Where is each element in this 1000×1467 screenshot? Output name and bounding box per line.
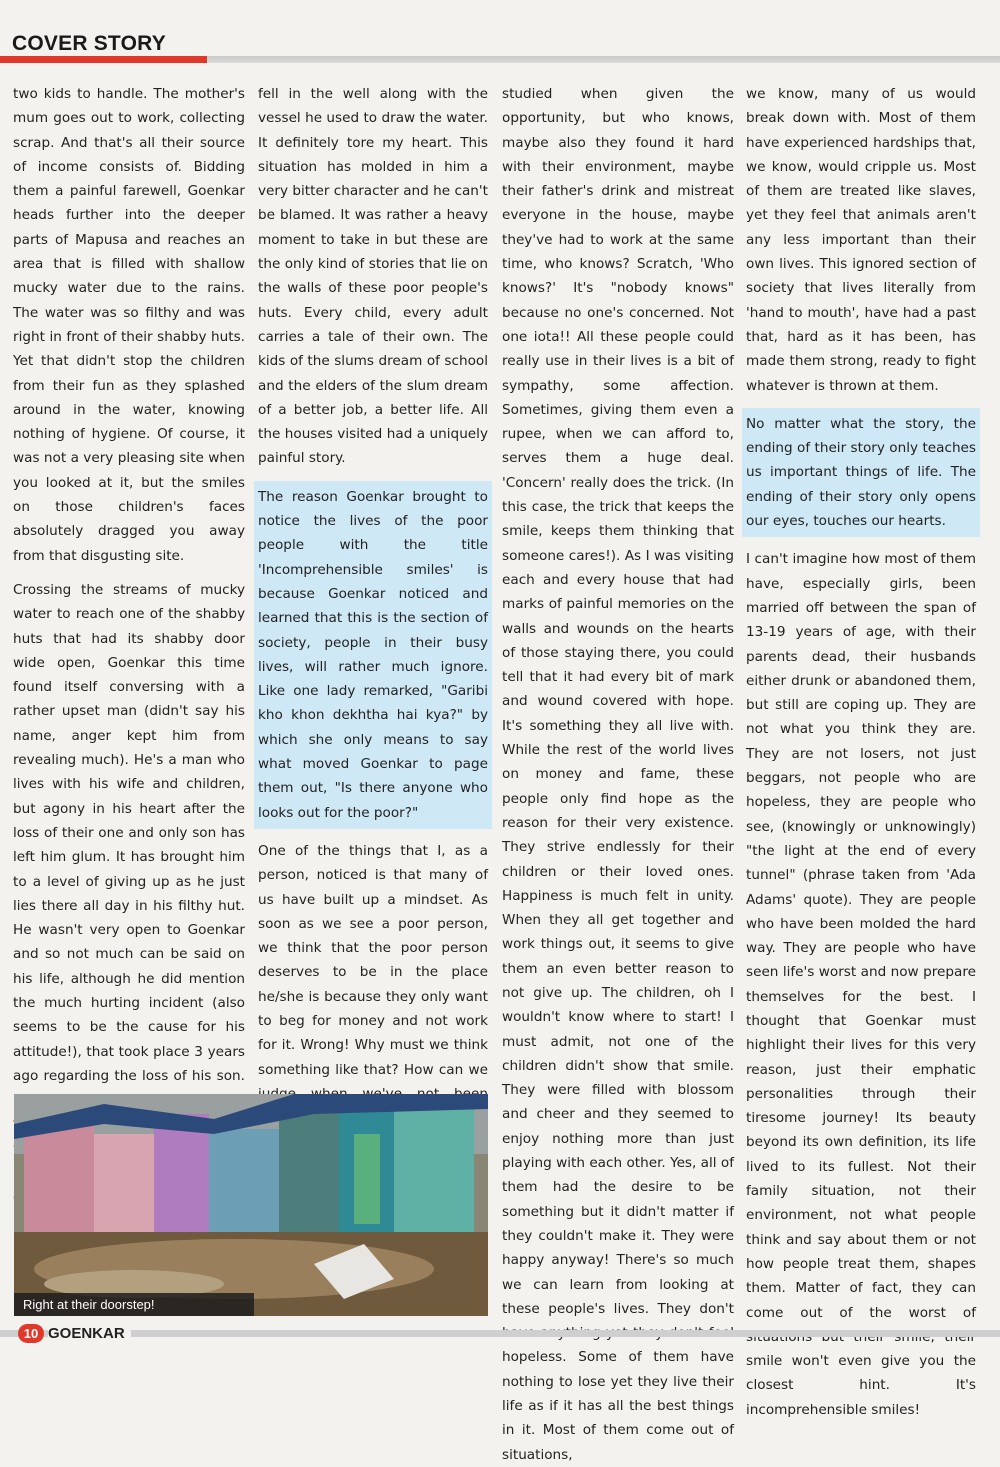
- article-column-2: [258, 82, 488, 1228]
- header-accent-rule: [0, 56, 207, 63]
- footer-rule: [0, 1330, 1000, 1337]
- slum-photo: [14, 1094, 488, 1316]
- paragraph: fell in the well along with the vessel he used to draw the water. It definitely tore my heart. This situation has molded in him a very bitter character and he can't be blamed. It was rather a heavy moment to take in but these are the only kind of stories that lie on the walls of these poor people's huts. Every child, every adult carries a tale of their own. The kids of the slums dream of school and the elders of the slum dream of a better job, a better life. All the houses visited had a uniquely painful story.: [258, 86, 488, 467]
- pull-quote-box: No matter what the story, the ending of their story only teaches us important things of life. The ending of their story only opens our eyes, touches our hearts.: [742, 408, 980, 537]
- article-column-1: [13, 82, 245, 1210]
- publication-name: GOENKAR: [48, 1324, 131, 1343]
- header-rule: [207, 56, 1000, 63]
- page-number-badge: 10: [18, 1324, 44, 1343]
- article-column-4: [746, 82, 976, 1422]
- paragraph: One of the things that I, as a person, noticed is that many of us have built up a mindset. As soon as we see a poor person, we think that the poor person deserves to be in the place he/she is because they only want to beg for money and not work for it. Wrong! Why must we think something like that? How can we: [258, 842, 488, 1078]
- paragraph: Crossing the streams of mucky water to reach one of the shabby huts that had its shabby door wide open, Goenkar this time found itself conversing with a rather upset man (didn't say his name, anger kept him from revealing much). He's a man who lives with his wife and children, but agony in his heart after the loss of their one and only son has left him glum. It has brought him to a level of giving up as he just lies there all day in his filthy hut. He wasn't very open to Goenkar and so not much can be said on his life, although he did mention the much hurting incident (also seems to be the cause for his attitude!), that took place 3 years ago regarding the loss of his son.: [13, 581, 245, 1084]
- page-header: [0, 0, 1000, 80]
- page-footer: [0, 1320, 1000, 1350]
- paragraph: studied when given the opportunity, but who knows, maybe also they found it hard with their environment, maybe their father's drink and mistreat everyone in the house, maybe they've had to work at the same time, who knows? Scratch, 'Who knows?' It's "nobody knows" because no one's concerned. Not one iota!! All these people could really use in their lives is a bit of sympathy, some affection. Sometimes, giving them even a rupee, when we can afford to, serves them a huge deal. 'Concern' really does the trick. (In this case, the trick that keeps the smile, keeps them thinking that someone cares!). As I was visiting each and every house that had marks of painful memories on the walls and wounds on the hearts of those staying there, you could tell that it had every bit of mark and wound covered with hope. It's something they all live with. While the rest of the world lives on money and fame, these people only find hope as the reason for their very existence. They strive endlessly for their children or their loved ones. Happiness is much felt in unity. When they all get together and work things out, it seems to give them an even better reason to not give up. The children, oh I wouldn't know where to start! I must admit, not one of the children didn't show that smile. They were filled with blossom and cheer and they seemed to enjoy nothing more than just playing with each other. Yes, all of them had the desire to be something but it didn't matter if they couldn't make it. They were happy anyway! There's so much we can learn from looking at these people's lives. They don't hopeless. Some of them have nothing to lose yet they live their life as if it has all the best things in it. Most of them come out of situations,: [502, 86, 734, 1463]
- paragraph: I can't imagine how most of them have, especially girls, been married off between the span of 13-19 years of age, with their parents dead, their husbands either drunk or abandoned them, but still are coping up. They are not what you think they are. They are not losers, not just beggars, not people who are hopeless, they are people who see, (knowingly or unknowingly) "the light at the end of every tunnel" (phrase taken from 'Ada Adams' quote). They are people who have been molded the hard way. They are people who have seen life's worst and now prepare themselves for the best. I thought that Goenkar must highlight their lives for this very reason, just their emphatic personalities through their tiresome journey! Its beauty beyond its own definition, its life lived to its fullest. Not their family situation, not their environment, not what people think and say about them or not how people treat them, shapes them. Matter of fact, they can come out of the worst of smile won't even give you the closest hint. It's incomprehensible smiles!: [746, 551, 976, 1418]
- photo-caption: Right at their doorstep!: [14, 1293, 254, 1316]
- section-title: COVER STORY: [12, 32, 166, 55]
- article-column-3: [502, 82, 734, 1467]
- paragraph: we know, many of us would break down with. Most of them have experienced hardships that, we know, would cripple us. Most of them are treated like slaves, yet they feel that animals aren't any less important than their own lives. This ignored section of society that lives literally from 'hand to mouth', have had a past that, hard as it has been, has made them strong, ready to fight whatever is thrown at them.: [746, 86, 976, 394]
- paragraph: two kids to handle. The mother's mum goes out to work, collecting scrap. And that's all their source of income consists of. Bidding them a painful farewell, Goenkar heads further into the deeper parts of Mapusa and reaches an area that is filled with shallow mucky water due to the rains. The water was so filthy and was right in front of their shabby huts. Yet that didn't stop the children from their fun as they splashed around in the water, knowing nothing of hygiene. Of course, it was not a very pleasing site when you looked at it, but the smiles on those children's faces absolutely dragged you away from that disgusting site.: [13, 86, 245, 564]
- pull-quote-box: The reason Goenkar brought to notice the lives of the poor people with the title 'Incomprehensible smiles' is because Goenkar noticed and learned that this is the section of society, people in their busy lives, will rather much ignore. Like one lady remarked, "Garibi kho khon dekhtha hai kya?" by which she only means to say what moved Goenkar to page them out, "Is there anyone who looks out for the poor?": [254, 481, 492, 829]
- slum-huts-illustration: [14, 1094, 488, 1316]
